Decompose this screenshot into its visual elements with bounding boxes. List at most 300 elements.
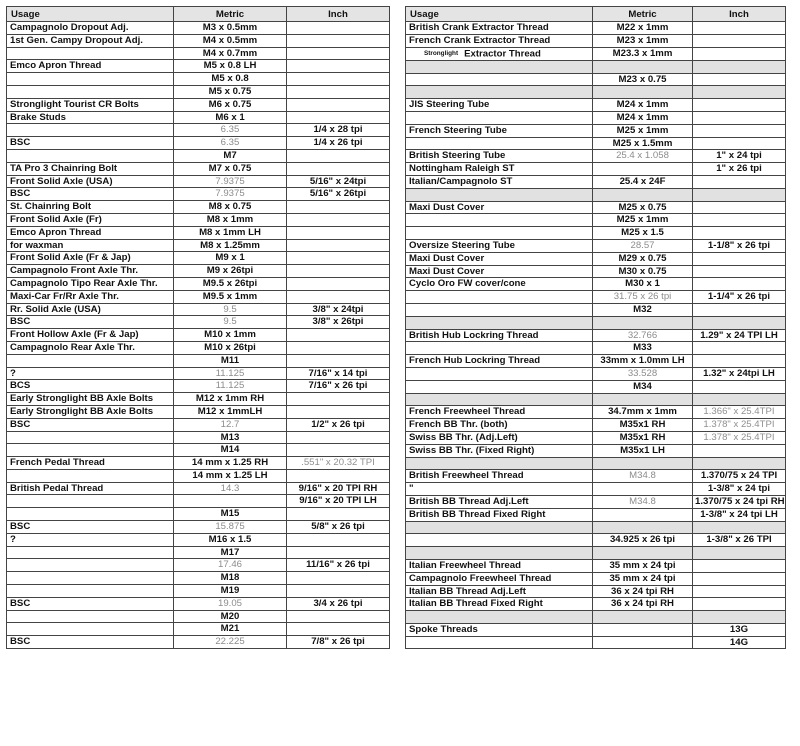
usage-cell [406,316,593,329]
usage-cell [406,547,593,560]
usage-cell [406,137,593,150]
table-row [406,316,786,329]
metric-cell: 15.875 [174,521,287,534]
usage-cell [7,610,174,623]
metric-cell: M7 x 0.75 [174,162,287,175]
inch-cell [693,559,786,572]
table-row [406,34,786,47]
table-row [7,533,390,546]
table-row [406,99,786,112]
usage-cell: BSC [7,137,174,150]
metric-cell: M20 [174,610,287,623]
table-row [7,60,390,73]
table-row [406,214,786,227]
inch-cell: 1.378" x 25.4TPI [693,431,786,444]
inch-cell: 14G [693,636,786,649]
inch-cell [287,290,390,303]
usage-cell: French Hub Lockring Thread [406,355,593,368]
inch-cell: 1/4 x 28 tpi [287,124,390,137]
table-row [406,303,786,316]
table-row [7,316,390,329]
inch-cell: 1-1/4" x 26 tpi [693,291,786,304]
inch-cell [693,214,786,227]
table-row [406,444,786,457]
inch-cell [693,86,786,99]
table-row [406,342,786,355]
usage-cell: Campagnolo Rear Axle Thr. [7,341,174,354]
usage-cell [406,342,593,355]
inch-cell [693,393,786,406]
table-row [7,354,390,367]
inch-cell [693,176,786,189]
inch-cell [287,277,390,290]
inch-cell: 1-3/8" x 24 tpi LH [693,508,786,521]
inch-cell [693,585,786,598]
inch-cell [693,278,786,291]
table-row [7,521,390,534]
header-row [406,7,786,22]
inch-cell [287,444,390,457]
table-row [406,252,786,265]
left-thread-table [6,6,390,649]
inch-cell: 5/16" x 24tpi [287,175,390,188]
metric-cell: 36 x 24 tpi RH [593,598,693,611]
inch-cell: 1" x 26 tpi [693,163,786,176]
metric-cell: 34.7mm x 1mm [593,406,693,419]
table-row [406,572,786,585]
usage-cell: for waxman [7,239,174,252]
metric-cell: M10 x 1mm [174,329,287,342]
table-row [406,124,786,137]
usage-cell [7,623,174,636]
inch-cell [287,572,390,585]
metric-cell: 14 mm x 1.25 RH [174,457,287,470]
usage-cell [406,636,593,649]
inch-cell: 1/4 x 26 tpi [287,137,390,150]
inch-cell [693,598,786,611]
metric-cell: M12 x 1mmLH [174,405,287,418]
usage-cell [7,559,174,572]
inch-cell [693,188,786,201]
table-row [406,73,786,86]
usage-cell: BSC [7,597,174,610]
inch-cell [693,124,786,137]
usage-cell: BSC [7,521,174,534]
usage-cell [406,188,593,201]
metric-cell: 14.3 [174,482,287,495]
usage-cell: Maxi Dust Cover [406,201,593,214]
usage-cell: ? [7,533,174,546]
usage-cell [406,112,593,125]
metric-cell: M25 x 0.75 [593,201,693,214]
table-row [406,22,786,35]
usage-cell: Spoke Threads [406,623,593,636]
table-row [406,163,786,176]
table-row [7,405,390,418]
metric-cell: M8 x 0.75 [174,201,287,214]
usage-cell: French Freewheel Thread [406,406,593,419]
inch-cell: 1.366" x 25.4TPI [693,406,786,419]
table-row [7,137,390,150]
inch-cell: 7/16" x 14 tpi [287,367,390,380]
table-row [7,329,390,342]
metric-cell: 22.225 [174,636,287,649]
usage-cell [7,354,174,367]
usage-cell: St. Chainring Bolt [7,201,174,214]
metric-cell: 17.46 [174,559,287,572]
inch-cell: 9/16" x 20 TPI RH [287,482,390,495]
inch-cell [693,572,786,585]
inch-cell [287,162,390,175]
usage-cell: Campagnolo Dropout Adj. [7,22,174,35]
usage-cell [406,60,593,73]
table-row [406,329,786,342]
usage-cell [406,73,593,86]
metric-cell: M18 [174,572,287,585]
usage-cell: French Steering Tube [406,124,593,137]
usage-cell: British Crank Extractor Thread [406,22,593,35]
inch-cell [693,73,786,86]
inch-cell: 1/2" x 26 tpi [287,418,390,431]
table-row [406,176,786,189]
inch-cell [287,393,390,406]
metric-cell: 33mm x 1.0mm LH [593,355,693,368]
usage-text: Extractor Thread [464,48,541,60]
usage-cell: Emco Apron Thread [7,226,174,239]
table-row [7,418,390,431]
table-row [7,393,390,406]
usage-cell: Emco Apron Thread [7,60,174,73]
inch-cell: 3/8" x 26tpi [287,316,390,329]
table-row [7,610,390,623]
inch-cell [287,111,390,124]
metric-cell: 33.528 [593,367,693,380]
table-row [7,22,390,35]
metric-cell: 11.125 [174,380,287,393]
metric-cell: 31.75 x 26 tpi [593,291,693,304]
table-row [406,585,786,598]
usage-cell: Italian/Campagnolo ST [406,176,593,189]
table-row [7,495,390,508]
table-row [406,239,786,252]
table-row [7,367,390,380]
usage-cell [406,367,593,380]
metric-cell: M29 x 0.75 [593,252,693,265]
inch-cell: 9/16" x 20 TPI LH [287,495,390,508]
usage-cell [7,572,174,585]
table-row [7,162,390,175]
usage-cell [406,86,593,99]
metric-cell: 9.5 [174,303,287,316]
metric-cell: M5 x 0.8 [174,73,287,86]
inch-cell [287,47,390,60]
usage-cell: Swiss BB Thr. (Adj.Left) [406,431,593,444]
metric-cell: M24 x 1mm [593,99,693,112]
inch-cell [287,60,390,73]
table-row [406,291,786,304]
usage-cell: Front Solid Axle (Fr & Jap) [7,252,174,265]
usage-cell: Front Hollow Axle (Fr & Jap) [7,329,174,342]
table-row [7,431,390,444]
inch-cell [693,201,786,214]
table-row [7,303,390,316]
metric-cell [593,60,693,73]
usage-cell: Rr. Solid Axle (USA) [7,303,174,316]
usage-cell: British Hub Lockring Thread [406,329,593,342]
usage-cell [7,469,174,482]
usage-cell: British Pedal Thread [7,482,174,495]
usage-cell [7,124,174,137]
metric-cell [593,547,693,560]
metric-cell [593,611,693,624]
metric-cell: M16 x 1.5 [174,533,287,546]
table-row [7,597,390,610]
inch-cell [693,227,786,240]
usage-cell: British Steering Tube [406,150,593,163]
table-row [406,150,786,163]
metric-cell: M14 [174,444,287,457]
inch-cell: 7/16" x 26 tpi [287,380,390,393]
usage-cell: Italian Freewheel Thread [406,559,593,572]
inch-cell [693,611,786,624]
metric-cell: M34 [593,380,693,393]
usage-cell: Italian BB Thread Adj.Left [406,585,593,598]
inch-cell [693,342,786,355]
metric-cell: M24 x 1mm [593,112,693,125]
metric-cell: M6 x 1 [174,111,287,124]
usage-cell: Cyclo Oro FW cover/cone [406,278,593,291]
usage-cell [7,149,174,162]
table-row [406,623,786,636]
metric-cell: M5 x 0.8 LH [174,60,287,73]
table-row [406,112,786,125]
metric-cell [593,457,693,470]
table-row [406,547,786,560]
metric-cell: M9 x 1 [174,252,287,265]
table-row [406,598,786,611]
metric-cell: M3 x 0.5mm [174,22,287,35]
left-table-body [7,22,390,649]
usage-cell: Campagnolo Tipo Rear Axle Thr. [7,277,174,290]
inch-cell: .551" x 20.32 TPI [287,457,390,470]
inch-cell: 1.370/75 x 24 TPI [693,470,786,483]
metric-cell: M12 x 1mm RH [174,393,287,406]
inch-cell [693,521,786,534]
inch-cell: 3/4 x 26 tpi [287,597,390,610]
table-row [7,124,390,137]
table-row [7,188,390,201]
metric-cell [593,483,693,496]
metric-cell: M5 x 0.75 [174,85,287,98]
usage-cell [406,47,593,60]
metric-cell: M9.5 x 26tpi [174,277,287,290]
table-row [7,34,390,47]
metric-cell: 11.125 [174,367,287,380]
metric-cell: M25 x 1.5mm [593,137,693,150]
metric-cell [593,393,693,406]
usage-cell: Maxi-Car Fr/Rr Axle Thr. [7,290,174,303]
metric-cell: M25 x 1mm [593,214,693,227]
table-row [7,482,390,495]
inch-cell [693,380,786,393]
inch-cell [287,213,390,226]
usage-cell: ? [7,367,174,380]
metric-cell: 9.5 [174,316,287,329]
usage-cell: JIS Steering Tube [406,99,593,112]
metric-cell: 7.9375 [174,175,287,188]
inch-cell: 5/16" x 26tpi [287,188,390,201]
usage-cell: 1st Gen. Campy Dropout Adj. [7,34,174,47]
metric-cell: M8 x 1mm [174,213,287,226]
table-row [7,290,390,303]
metric-cell [593,316,693,329]
usage-cell [406,303,593,316]
table-row [406,367,786,380]
table-row [7,111,390,124]
metric-cell: M17 [174,546,287,559]
inch-cell [287,201,390,214]
inch-cell: 1.32" x 24tpi LH [693,367,786,380]
table-row [7,559,390,572]
table-row [7,73,390,86]
table-row [406,137,786,150]
table-row [406,393,786,406]
usage-cell [406,457,593,470]
metric-cell: M8 x 1.25mm [174,239,287,252]
metric-cell: 34.925 x 26 tpi [593,534,693,547]
inch-cell: 13G [693,623,786,636]
header-inch: Inch [693,7,786,22]
table-row [406,355,786,368]
table-row [406,278,786,291]
metric-cell: M6 x 0.75 [174,98,287,111]
right-thread-table [405,6,786,649]
table-row [7,623,390,636]
usage-cell: Stronglight Tourist CR Bolts [7,98,174,111]
table-row [406,483,786,496]
metric-cell: M4 x 0.7mm [174,47,287,60]
table-row [7,572,390,585]
usage-cell [406,393,593,406]
metric-cell: M23.3 x 1mm [593,47,693,60]
usage-cell [406,227,593,240]
table-row [7,457,390,470]
inch-cell [287,354,390,367]
usage-cell [406,214,593,227]
metric-cell: M35x1 RH [593,431,693,444]
inch-cell [693,22,786,35]
usage-cell: Nottingham Raleigh ST [406,163,593,176]
usage-cell: BSC [7,316,174,329]
usage-cell [7,508,174,521]
inch-cell [287,73,390,86]
table-row [406,508,786,521]
table-row [406,201,786,214]
inch-cell [287,265,390,278]
metric-cell [593,623,693,636]
table-row [7,175,390,188]
metric-cell: 36 x 24 tpi RH [593,585,693,598]
usage-cell: Front Solid Axle (Fr) [7,213,174,226]
inch-cell [693,457,786,470]
table-row [7,380,390,393]
metric-cell: M7 [174,149,287,162]
table-row [406,636,786,649]
inch-cell: 5/8" x 26 tpi [287,521,390,534]
metric-cell: M9.5 x 1mm [174,290,287,303]
usage-cell: Maxi Dust Cover [406,265,593,278]
inch-cell: 11/16" x 26 tpi [287,559,390,572]
metric-cell: 25.4 x 1.058 [593,150,693,163]
usage-cell: French BB Thr. (both) [406,419,593,432]
usage-cell: Campagnolo Freewheel Thread [406,572,593,585]
metric-cell: 35 mm x 24 tpi [593,559,693,572]
usage-cell: BSC [7,636,174,649]
inch-cell [287,546,390,559]
inch-cell [693,303,786,316]
inch-cell [287,341,390,354]
metric-cell: M13 [174,431,287,444]
table-row [7,201,390,214]
inch-cell: 3/8" x 24tpi [287,303,390,316]
header-inch: Inch [287,7,390,22]
metric-cell: 32.766 [593,329,693,342]
usage-cell [7,73,174,86]
inch-cell [693,34,786,47]
inch-cell [693,316,786,329]
inch-cell: 1-1/8" x 26 tpi [693,239,786,252]
metric-cell [593,86,693,99]
usage-cell [7,585,174,598]
metric-cell: 6.35 [174,124,287,137]
table-row [7,98,390,111]
metric-cell: M23 x 1mm [593,34,693,47]
metric-cell: 28.57 [593,239,693,252]
usage-cell: Early Stronglight BB Axle Bolts [7,393,174,406]
usage-cell [406,291,593,304]
metric-cell: M34.8 [593,470,693,483]
inch-cell [693,47,786,60]
table-row [406,559,786,572]
inch-cell [693,137,786,150]
usage-cell: Italian BB Thread Fixed Right [406,598,593,611]
inch-cell: 1.378" x 25.4TPI [693,419,786,432]
inch-cell [287,98,390,111]
table-row [406,265,786,278]
table-row [406,406,786,419]
usage-cell: TA Pro 3 Chainring Bolt [7,162,174,175]
metric-cell: M23 x 0.75 [593,73,693,86]
metric-cell: M32 [593,303,693,316]
usage-cell [7,431,174,444]
metric-cell: M34.8 [593,495,693,508]
header-metric: Metric [593,7,693,22]
metric-cell: M30 x 1 [593,278,693,291]
table-row [406,495,786,508]
table-row [406,419,786,432]
metric-cell: 25.4 x 24F [593,176,693,189]
metric-cell: M35x1 RH [593,419,693,432]
inch-cell [287,85,390,98]
inch-cell: 7/8" x 26 tpi [287,636,390,649]
metric-cell: M8 x 1mm LH [174,226,287,239]
inch-cell [693,99,786,112]
inch-cell [287,252,390,265]
metric-cell: M33 [593,342,693,355]
header-row [7,7,390,22]
metric-cell: M25 x 1.5 [593,227,693,240]
table-row [406,47,786,60]
